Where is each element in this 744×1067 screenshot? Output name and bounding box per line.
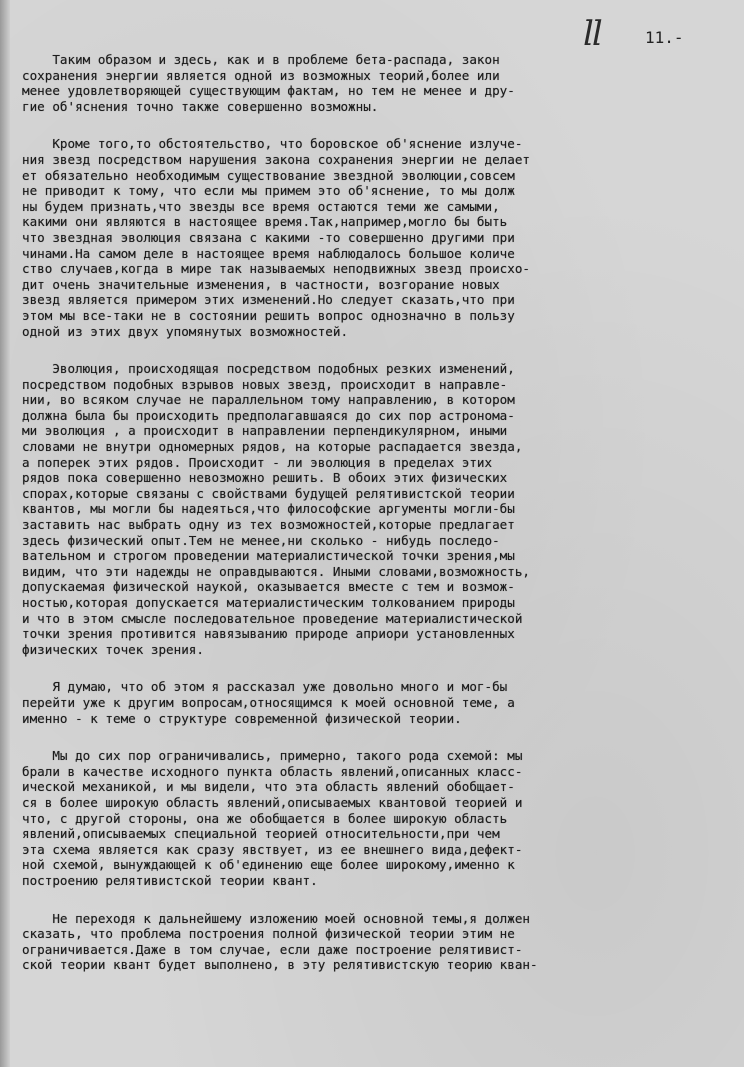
text-line: менее удовлетворяющей существующим фактам, но тем не менее и дру- <box>22 83 515 99</box>
text-line: Таким образом и здесь, как и в проблеме бета-распада, закон <box>22 52 500 67</box>
text-line: посредством подобных взрывов новых звезд, происходит в направле- <box>22 376 508 392</box>
text-line: Кроме того,то обстоятельство, что боровское об'яснение излуче- <box>22 136 523 152</box>
text-line: словами не внутри одномерных рядов, на которые распадается звезда, <box>22 439 523 455</box>
text-line: ство случаев,когда в мире так называемых неподвижных звезд происхо- <box>22 261 530 277</box>
text-line: гие об'яснения точно также совершенно возможны. <box>22 98 379 114</box>
paragraph-gap <box>22 114 722 136</box>
text-line: Я думаю, что об этом я рассказал уже довольно много и мог-бы <box>22 679 508 695</box>
text-line: ограничивается.Даже в том случае, если даже построение релятивист- <box>22 941 523 957</box>
text-line: здесь физический опыт.Тем не менее,ни сколько - нибудь последо- <box>22 532 500 548</box>
text-line: дит очень значительные изменения, в частности, возгорание новых <box>22 276 500 292</box>
text-line: перейти уже к другим вопросам,относящимся к моей основной теме, а <box>22 694 515 710</box>
text-line: физических точек зрения. <box>22 641 204 657</box>
paragraph <box>22 911 722 973</box>
text-line: звезд является примером этих изменений.Но следует сказать,что при <box>22 292 515 308</box>
text-line: брали в качестве исходного пункта область явлений,описанных класс- <box>22 763 523 779</box>
text-line: точки зрения противится навязыванию природе априори установленных <box>22 626 515 642</box>
text-line: именно - к теме о структуре современной физической теории. <box>22 710 462 726</box>
text-line: чинами.На самом деле в настоящее время наблюдалось большое количе <box>22 245 515 261</box>
paragraph <box>22 361 722 657</box>
text-line: сохранения энергии является одной из возможных теорий,более или <box>22 67 500 83</box>
text-line: Мы до сих пор ограничивались, примерно, такого рода схемой: мы <box>22 748 523 764</box>
text-line: должна была бы происходить предполагавшаяся до сих пор астронома- <box>22 407 515 423</box>
text-line: вательном и строгом проведении материалистической точки зрения,мы <box>22 548 515 564</box>
paragraph <box>22 52 722 114</box>
text-line: и что в этом смысле последовательное проведение материалистической <box>22 610 523 626</box>
text-line: что звездная эволюция связана с какими -то совершенно другими при <box>22 229 515 245</box>
text-line: не приводит к тому, что если мы примем это об'яснение, то мы долж <box>22 183 515 199</box>
text-line: Не переходя к дальнейшему изложению моей основной темы,я должен <box>22 910 530 926</box>
text-line: одной из этих двух упомянутых возможностей. <box>22 323 349 339</box>
text-line: спорах,которые связаны с свойствами будущей релятивистской теории <box>22 485 515 501</box>
text-line: ся в более широкую область явлений,описываемых квантовой теорией и <box>22 794 523 810</box>
paragraph-gap <box>22 889 722 911</box>
text-line: этом мы все-таки не в состоянии решить вопрос однозначно в пользу <box>22 307 515 323</box>
text-line: ет обязательно необходимым существование звездной эволюции,совсем <box>22 167 515 183</box>
text-line: видим, что эти надежды не оправдываются. Иными словами,возможность, <box>22 563 530 579</box>
body-text <box>22 52 722 973</box>
text-line: рядов пока совершенно невозможно решить. В обоих этих физических <box>22 470 508 486</box>
paragraph-gap <box>22 657 722 679</box>
text-line: ской теории квант будет выполнено, в эту релятивистскую теорию кван- <box>22 957 538 973</box>
text-line: Эволюция, происходящая посредством подобных резких изменений, <box>22 361 515 377</box>
paragraph-gap <box>22 726 722 748</box>
paragraph <box>22 679 722 726</box>
text-line: какими они являются в настоящее время.Так,например,могло бы быть <box>22 214 508 230</box>
page-number: 11.- <box>645 28 684 47</box>
text-line: эта схема является как сразу явствует, из ее внешнего вида,дефект- <box>22 841 523 857</box>
paragraph <box>22 748 722 888</box>
text-line: ической механикой, и мы видели, что эта область явлений обобщает- <box>22 779 515 795</box>
text-line: ны будем признать,что звезды все время остаются теми же самыми, <box>22 198 500 214</box>
text-line: а поперек этих рядов. Происходит - ли эволюция в пределах этих <box>22 454 493 470</box>
paragraph-gap <box>22 339 722 361</box>
handwritten-mark: ll <box>583 14 601 54</box>
page-edge-shadow <box>0 0 10 1067</box>
text-line: нии, во всяком случае не параллельном тому направлению, в котором <box>22 392 515 408</box>
text-line: ной схемой, вынуждающей к об'единению еще более широкому,именно к <box>22 857 515 873</box>
text-line: сказать, что проблема построения полной физической теории этим не <box>22 926 515 942</box>
text-line: заставить нас выбрать одну из тех возможностей,которые предлагает <box>22 517 515 533</box>
text-line: ния звезд посредством нарушения закона сохранения энергии не делает <box>22 151 530 167</box>
text-line: что, с другой стороны, она же обобщается в более широкую область <box>22 810 508 826</box>
text-line: ми эволюция , а происходит в направлении перпендикулярном, иными <box>22 423 508 439</box>
text-line: явлений,описываемых специальной теорией относительности,при чем <box>22 826 500 842</box>
paragraph <box>22 136 722 339</box>
text-line: ностью,которая допускается материалистическим толкованием природы <box>22 595 515 610</box>
text-line: построению релятивистской теории квант. <box>22 872 318 888</box>
text-line: допускаемая физической наукой, оказывается вместе с тем и возмож- <box>22 579 515 595</box>
text-line: квантов, мы могли бы надеяться,что философские аргументы могли-бы <box>22 501 515 517</box>
